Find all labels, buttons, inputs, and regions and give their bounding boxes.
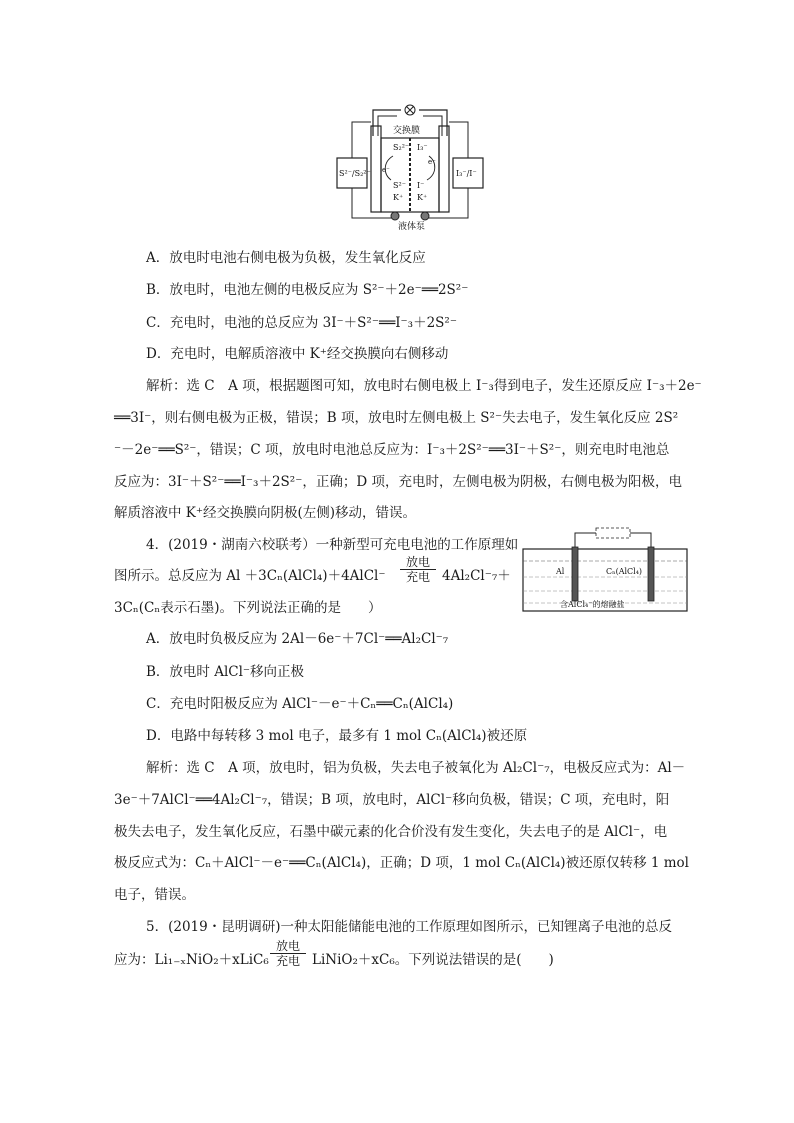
right-box-label: I₃⁻/I⁻: [456, 169, 477, 178]
q4-stem-line-1: 4．(2019・湖南六校联考）一种新型可充电电池的工作原理如: [146, 537, 519, 553]
q5-stem-line-2b: LiNiO₂＋xC₆。下列说法错误的是( ): [312, 952, 554, 968]
graphite-electrode: [648, 547, 654, 601]
external-load: [596, 528, 630, 538]
q3-analysis-line-5: 解质溶液中 K⁺经交换膜向阴极(左侧)移动，错误。: [114, 505, 417, 521]
q3-analysis-line-2: ══3I⁻，则右侧电极为正极，错误；B 项，放电时左侧电极上 S²⁻失去电子，发生氧化反应 2S²: [114, 410, 679, 426]
q5-stem-line-2a: 应为：Li₁₋ₓNiO₂＋xLiC₆: [114, 952, 269, 968]
al-electrode: [572, 547, 578, 601]
right-ion-label: K⁺: [417, 193, 428, 202]
al-label: Al: [556, 567, 565, 576]
pump-icon-right: [421, 212, 429, 220]
q4-reaction-arrow: [398, 556, 438, 583]
molten-salt-cell-figure: [522, 527, 688, 613]
membrane-label: 交换膜: [393, 126, 421, 136]
q3-option-c: C．充电时，电池的总反应为 3I⁻＋S²⁻══I⁻₃＋2S²⁻: [146, 315, 457, 331]
q3-option-d: D．充电时，电解质溶液中 K⁺经交换膜向右侧移动: [146, 346, 449, 362]
wire-right: [630, 533, 651, 547]
q4-option-c: C．充电时阳极反应为 AlCl⁻－e⁻＋Cₙ══Cₙ(AlCl₄): [146, 696, 454, 712]
left-top-species: S₂²⁻: [393, 143, 410, 152]
pipe-right-bottom: [427, 188, 468, 218]
molten-salt-label: 含AlCl₄⁻的熔融盐: [560, 600, 625, 609]
right-top-species: I₃⁻: [417, 143, 428, 152]
q4-analysis-line-3: 极失去电子，发生氧化反应，石墨中碳元素的化合价没有发生变化，失去电子的是 AlCl⁻，电: [114, 824, 668, 840]
q4-option-b: B．放电时 AlCl⁻移向正极: [146, 664, 305, 680]
cn-label: Cₙ(AlCl₄): [606, 567, 643, 576]
left-bottom-species: S²⁻: [393, 181, 406, 190]
q3-analysis-line-4: 反应为：3I⁻＋S²⁻══I⁻₃＋2S²⁻，正确；D 项，充电时，左侧电极为阴极，右侧电极为阳极，电: [114, 474, 682, 490]
right-bottom-species: I⁻: [417, 181, 425, 190]
q3-option-b: B．放电时，电池左侧的电极反应为 S²⁻＋2e⁻══2S²⁻: [146, 282, 469, 298]
q4-arrow-top-label: 放电: [405, 555, 430, 569]
q4-option-a: A．放电时负极反应为 2Al－6e⁻＋7Cl⁻══Al₂Cl⁻₇: [146, 631, 449, 647]
q3-option-a: A．放电时电池右侧电极为负极，发生氧化反应: [146, 250, 426, 266]
left-ion-label: K⁺: [393, 193, 404, 202]
pipe-left-top: [352, 122, 371, 158]
q4-stem-line-3: 3Cₙ(Cₙ表示石墨)。下列说法正确的是 ）: [114, 600, 382, 616]
pipe-left-bottom: [352, 188, 393, 218]
pump-label: 液体泵: [398, 222, 426, 230]
q3-analysis-line-1: 解析：选 C A 项，根据题图可知，放电时右侧电极上 I⁻₃得到电子，发生还原反应 I⁻₃＋2e⁻: [146, 378, 702, 394]
pipe-right-top: [449, 122, 468, 158]
q4-analysis-line-1: 解析：选 C A 项，放电时，铝为负极，失去电子被氧化为 Al₂Cl⁻₇，电极反应式为：Al－: [146, 760, 686, 776]
q4-option-d: D．电路中每转移 3 mol 电子，最多有 1 mol Cₙ(AlCl₄)被还原: [146, 728, 528, 744]
q4-arrow-bottom-label: 充电: [405, 570, 430, 584]
q5-arrow-top-label: 放电: [275, 939, 300, 953]
q3-analysis-line-3: ⁻－2e⁻══S²⁻，错误；C 项，放电时电池总反应为：I⁻₃＋2S²⁻══3I⁻＋S²⁻，则充电时电池总: [114, 442, 670, 458]
wire-right-top: [419, 110, 447, 136]
left-electron-label: e⁻: [382, 166, 390, 174]
q4-analysis-line-4: 极反应式为：Cₙ＋AlCl⁻－e⁻══Cₙ(AlCl₄)，正确；D 项，1 mol Cₙ(AlCl₄)被还原仅转移 1 mol: [114, 855, 689, 871]
q4-stem-line-2a: 图所示。总反应为 Al ＋3Cₙ(AlCl₄)＋4AlCl⁻: [114, 568, 386, 584]
right-electrode: [439, 126, 449, 212]
pump-icon-left: [391, 212, 399, 220]
q5-stem-line-1: 5．(2019・昆明调研)一种太阳能储能电池的工作原理如图所示，已知锂离子电池的总反: [146, 919, 672, 935]
left-electrode: [371, 126, 381, 212]
q4-analysis-line-2: 3e⁻＋7AlCl⁻══4Al₂Cl⁻₇，错误；B 项，放电时，AlCl⁻移向负极，错误；C 项，充电时，阳: [114, 792, 670, 808]
q5-arrow-bottom-label: 充电: [275, 954, 300, 968]
battery-exchange-membrane-figure: [335, 98, 485, 230]
q4-analysis-line-5: 电子，错误。: [114, 887, 195, 903]
right-electron-label: e⁻: [428, 158, 436, 166]
q4-stem-line-2b: 4Al₂Cl⁻₇＋: [442, 568, 511, 584]
left-box-label: S²⁻/S₂²⁻: [339, 169, 371, 178]
wire-left: [575, 533, 596, 547]
q5-reaction-arrow: [268, 940, 308, 967]
